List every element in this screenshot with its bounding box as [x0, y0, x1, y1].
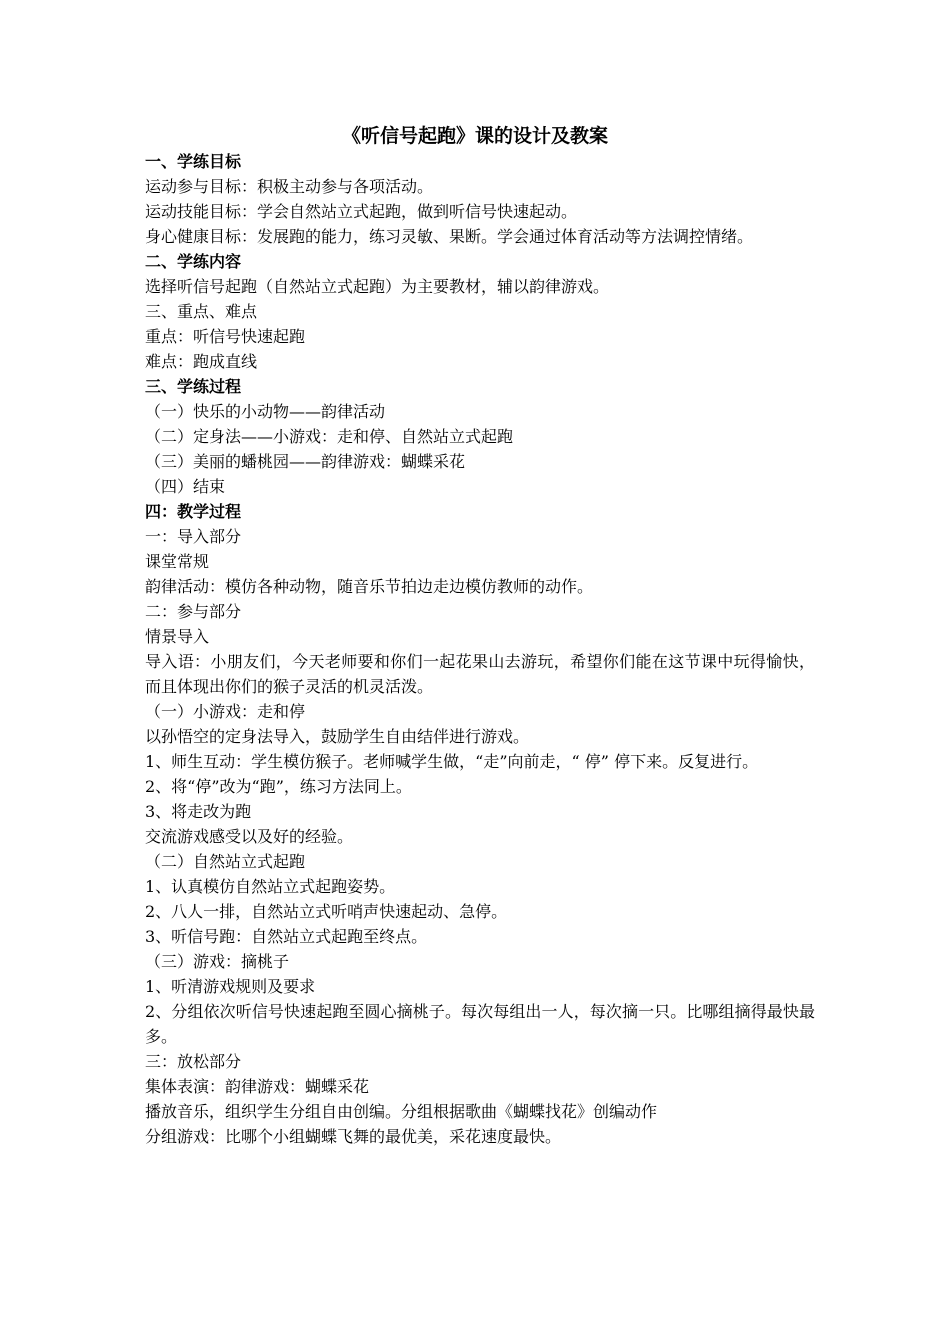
body-line: 导入语：小朋友们，今天老师要和你们一起花果山去游玩，希望你们能在这节课中玩得愉快，而且体现出你们的猴子灵活的机灵活泼。	[145, 652, 815, 696]
section-heading: 一、学练目标	[145, 152, 242, 171]
body-line: （一）小游戏：走和停	[145, 702, 306, 721]
body-line: 3、听信号跑：自然站立式起跑至终点。	[145, 927, 428, 946]
body-line: 情景导入	[145, 627, 210, 646]
body-line: 重点：听信号快速起跑	[145, 327, 306, 346]
document-body	[145, 149, 815, 1149]
body-line: 集体表演：韵律游戏：蝴蝶采花	[145, 1077, 370, 1096]
body-line: 1、师生互动：学生模仿猴子。老师喊学生做，“走”向前走，“ 停” 停下来。反复进行。	[145, 752, 759, 771]
body-line: （三）游戏：摘桃子	[145, 952, 290, 971]
document-title: 《听信号起跑》课的设计及教案	[341, 125, 608, 147]
body-line: 难点：跑成直线	[145, 352, 258, 371]
body-line: （四）结束	[145, 477, 226, 496]
body-line: 3、将走改为跑	[145, 802, 252, 821]
section-heading: 四：教学过程	[145, 502, 242, 521]
body-line: 运动技能目标：学会自然站立式起跑，做到听信号快速起动。	[145, 202, 578, 221]
body-line: （二）定身法——小游戏：走和停、自然站立式起跑	[145, 427, 514, 446]
body-line: 2、八人一排，自然站立式听哨声快速起动、急停。	[145, 902, 508, 921]
body-line: 播放音乐，组织学生分组自由创编。分组根据歌曲《蝴蝶找花》创编动作	[145, 1102, 658, 1121]
body-line: 分组游戏：比哪个小组蝴蝶飞舞的最优美，采花速度最快。	[145, 1127, 562, 1146]
body-line: 一：导入部分	[145, 527, 242, 546]
section-heading: 二、学练内容	[145, 252, 242, 271]
body-line: 课堂常规	[145, 552, 210, 571]
body-line: 二：参与部分	[145, 602, 242, 621]
section-heading: 三、学练过程	[145, 377, 242, 396]
body-line: （二）自然站立式起跑	[145, 852, 306, 871]
body-line: （三）美丽的蟠桃园——韵律游戏：蝴蝶采花	[145, 452, 466, 471]
body-line: 1、听清游戏规则及要求	[145, 977, 316, 996]
body-line: 交流游戏感受以及好的经验。	[145, 827, 354, 846]
body-line: 2、将“停”改为“跑”，练习方法同上。	[145, 777, 412, 796]
body-line: （一）快乐的小动物——韵律活动	[145, 402, 386, 421]
body-line: 选择听信号起跑（自然站立式起跑）为主要教材，辅以韵律游戏。	[145, 277, 610, 296]
body-line: 身心健康目标：发展跑的能力，练习灵敏、果断。学会通过体育活动等方法调控情绪。	[145, 227, 754, 246]
body-line: 1、认真模仿自然站立式起跑姿势。	[145, 877, 396, 896]
body-line: 运动参与目标：积极主动参与各项活动。	[145, 177, 434, 196]
body-line: 三、重点、难点	[145, 302, 258, 321]
body-line: 以孙悟空的定身法导入，鼓励学生自由结伴进行游戏。	[145, 727, 530, 746]
body-line: 韵律活动：模仿各种动物，随音乐节拍边走边模仿教师的动作。	[145, 577, 594, 596]
body-line: 2、分组依次听信号快速起跑至圆心摘桃子。每次每组出一人，每次摘一只。比哪组摘得最快最多。	[145, 1002, 815, 1046]
body-line: 三：放松部分	[145, 1052, 242, 1071]
